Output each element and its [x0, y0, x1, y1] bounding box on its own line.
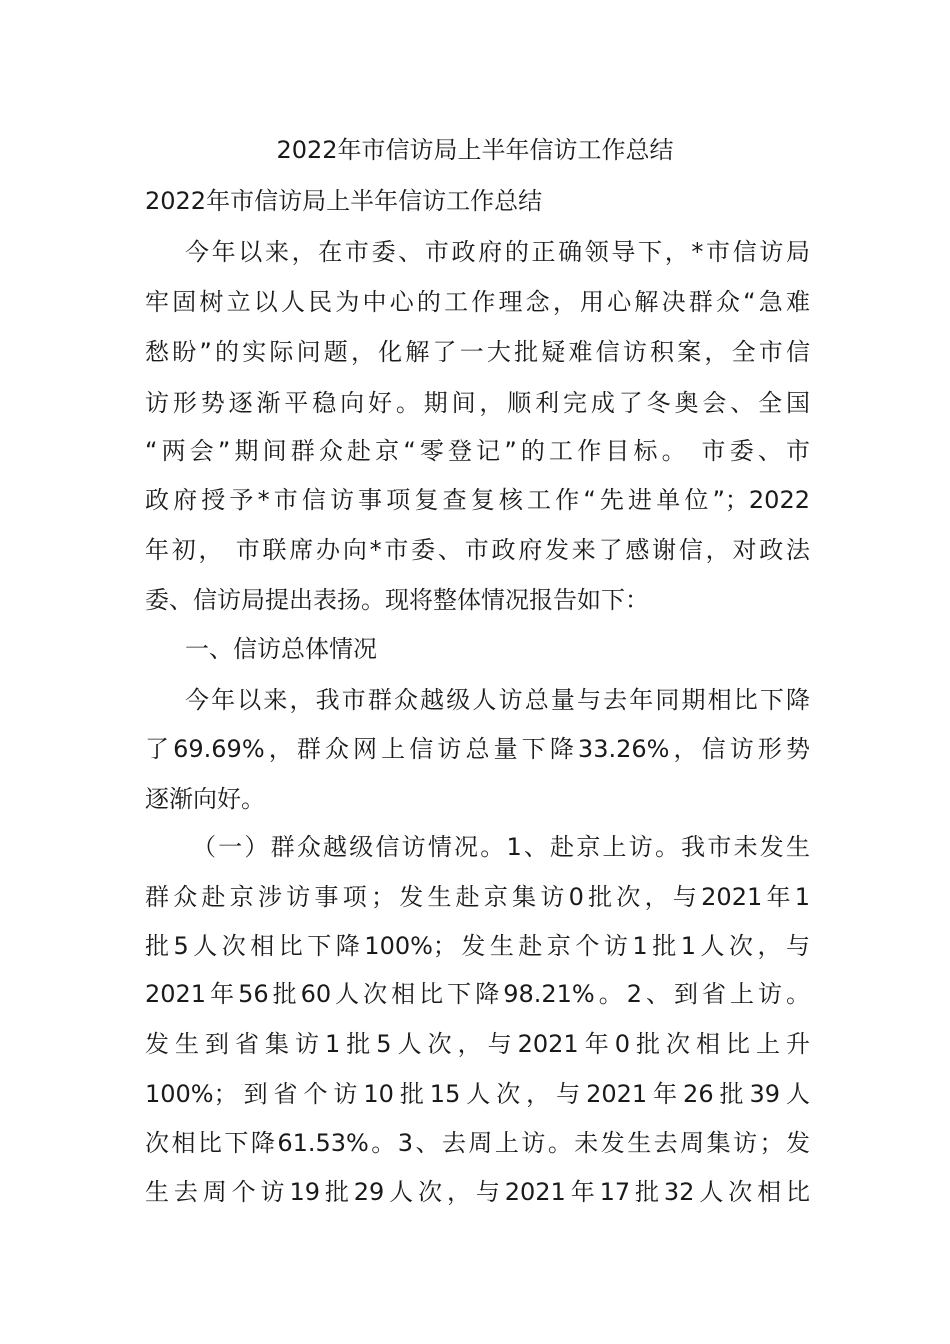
section-heading: 一、信访总体情况	[185, 635, 377, 663]
paragraph-line: 愁盼”的实际问题，化解了一大批疑难信访积案，全市信	[145, 338, 810, 366]
paragraph-line: （一）群众越级信访情况。1、赴京上访。我市未发生	[192, 833, 810, 861]
paragraph-line: 批5人次相比下降100%；发生赴京个访1批1人次，与	[145, 932, 810, 960]
paragraph-line: 逐渐向好。	[145, 785, 265, 813]
paragraph-line: 委、信访局提出表扬。现将整体情况报告如下：	[145, 586, 649, 614]
paragraph-line: 访形势逐渐平稳向好。期间，顺利完成了冬奥会、全国	[145, 389, 810, 417]
paragraph-line: 今年以来，我市群众越级人访总量与去年同期相比下降	[185, 686, 810, 714]
paragraph-line: 生去周个访19批29人次，与2021年17批32人次相比	[145, 1178, 810, 1206]
paragraph-line: 了69.69%，群众网上信访总量下降33.26%，信访形势	[145, 735, 810, 763]
paragraph-line: 发生到省集访1批5人次，与2021年0批次相比上升	[145, 1030, 810, 1058]
document-title: 2022年市信访局上半年信访工作总结	[276, 136, 674, 164]
paragraph-line: 政府授予*市信访事项复查复核工作“先进单位”；2022	[145, 486, 810, 514]
document-subtitle: 2022年市信访局上半年信访工作总结	[145, 187, 543, 215]
paragraph-line: 牢固树立以人民为中心的工作理念，用心解决群众“急难	[145, 288, 810, 316]
paragraph-line: 群众赴京涉访事项；发生赴京集访0批次，与2021年1	[145, 883, 810, 911]
paragraph-line: 100%；到省个访10批15人次，与2021年26批39人	[145, 1080, 810, 1108]
paragraph-line: 今年以来，在市委、市政府的正确领导下，*市信访局	[185, 238, 810, 266]
paragraph-line: 2021年56批60人次相比下降98.21%。2、到省上访。	[145, 980, 810, 1008]
paragraph-line: 年初， 市联席办向*市委、市政府发来了感谢信，对政法	[145, 536, 810, 564]
paragraph-line: 次相比下降61.53%。3、去周上访。未发生去周集访；发	[145, 1129, 810, 1157]
paragraph-line: “两会”期间群众赴京“零登记”的工作目标。 市委、市	[145, 437, 810, 465]
